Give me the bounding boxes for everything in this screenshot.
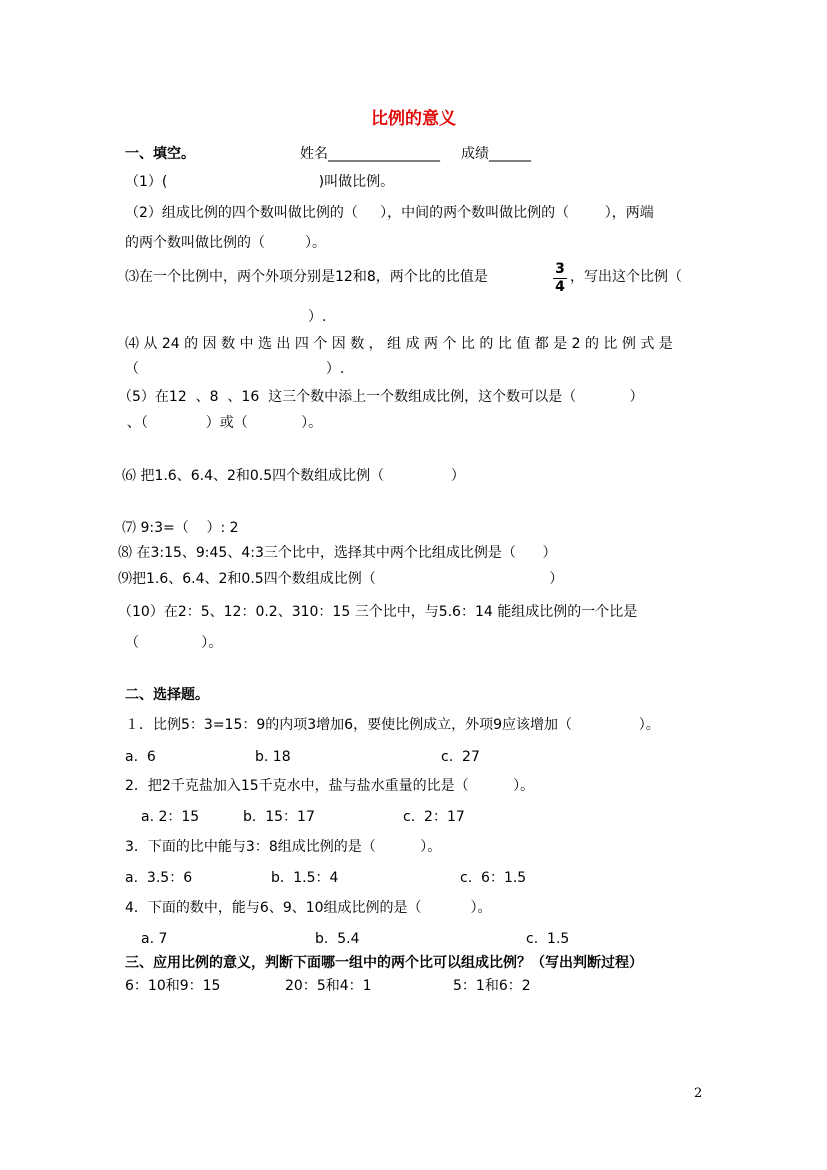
pair-2: 20：5和4：1 <box>285 978 372 994</box>
question-6: ⑹ 把1.6、6.4、2和0.5四个数组成比例（ ） <box>122 468 465 484</box>
choice-2-option-a: a. 2：15 <box>141 809 200 825</box>
page-number: 2 <box>694 1086 703 1101</box>
name-field[interactable]: 姓名________________ <box>300 146 440 162</box>
pair-3: 5：1和6：2 <box>453 978 531 994</box>
fraction-denominator: 4 <box>555 279 565 295</box>
section-choice-heading: 二、选择题。 <box>125 687 209 703</box>
question-5-line-1: （5）在12 、8 、16 这三个数中添上一个数组成比例，这个数可以是（ ） <box>118 389 644 405</box>
choice-question-3: 3．下面的比中能与3：8组成比例的是（ ）。 <box>125 839 442 855</box>
question-3-answer-close: ）. <box>308 309 327 325</box>
section-fill-in-heading: 一、填空。 <box>125 146 195 162</box>
question-10-line-1: （10）在2：5、12：0.2、310：15 三个比中，与5.6：14 能组成比例的一个比是 <box>118 604 638 620</box>
section-apply-heading: 三、应用比例的意义，判断下面哪一组中的两个比可以组成比例？（写出判断过程） <box>125 955 643 971</box>
choice-1-option-c: c. 27 <box>441 749 480 765</box>
choice-question-4: 4．下面的数中，能与6、9、10组成比例的是（ ）。 <box>125 900 492 916</box>
choice-3-option-b: b. 1.5：4 <box>271 870 339 886</box>
choice-4-option-b: b. 5.4 <box>315 931 360 947</box>
question-2-line-1: （2）组成比例的四个数叫做比例的（ ），中间的两个数叫做比例的（ ），两端 <box>125 205 654 221</box>
question-8: ⑻ 在3:15、9:45、4:3三个比中，选择其中两个比组成比例是（ ） <box>118 545 557 561</box>
question-5-line-2: 、（ ）或（ ）。 <box>118 415 323 431</box>
choice-2-option-c: c. 2：17 <box>403 809 465 825</box>
choice-4-option-a: a. 7 <box>141 931 168 947</box>
choice-3-option-c: c. 6：1.5 <box>460 870 527 886</box>
choice-4-option-c: c. 1.5 <box>526 931 570 947</box>
question-3-line-1: ⑶在一个比例中，两个外项分别是12和8，两个比的比值是 <box>125 269 488 285</box>
page-title: 比例的意义 <box>371 109 456 129</box>
question-9: ⑼把1.6、6.4、2和0.5四个数组成比例（ ） <box>118 571 564 587</box>
question-2-line-2: 的两个数叫做比例的（ ）。 <box>125 235 327 251</box>
question-7: ⑺ 9:3=（ ）: 2 <box>122 520 239 536</box>
choice-1-option-a: a. 6 <box>125 749 156 765</box>
question-10-line-2: （ ）。 <box>125 635 223 651</box>
score-field[interactable]: 成绩______ <box>461 146 531 162</box>
choice-3-option-a: a. 3.5：6 <box>125 870 193 886</box>
fraction-three-quarters <box>553 262 567 295</box>
question-3-answer-open: ，写出这个比例（ <box>570 269 682 285</box>
fraction-numerator: 3 <box>555 261 565 277</box>
choice-1-option-b: b. 18 <box>255 749 291 765</box>
choice-2-option-b: b. 15：17 <box>243 809 315 825</box>
question-4-line-2: （ ）. <box>125 361 345 377</box>
question-1: （1）( )叫做比例。 <box>125 174 395 190</box>
choice-question-1: １．比例5：3=15：9的内项3增加6，要使比例成立，外项9应该增加（ ）。 <box>125 717 660 733</box>
pair-1: 6：10和9：15 <box>125 978 221 994</box>
choice-question-2: 2．把2千克盐加入15千克水中，盐与盐水重量的比是（ ）。 <box>125 778 535 794</box>
question-4-line-1: ⑷ 从 24 的 因 数 中 选 出 四 个 因 数 ， 组 成 两 个 比 的 比 值 都 是 2 的 比 例 式 是 <box>125 336 673 352</box>
